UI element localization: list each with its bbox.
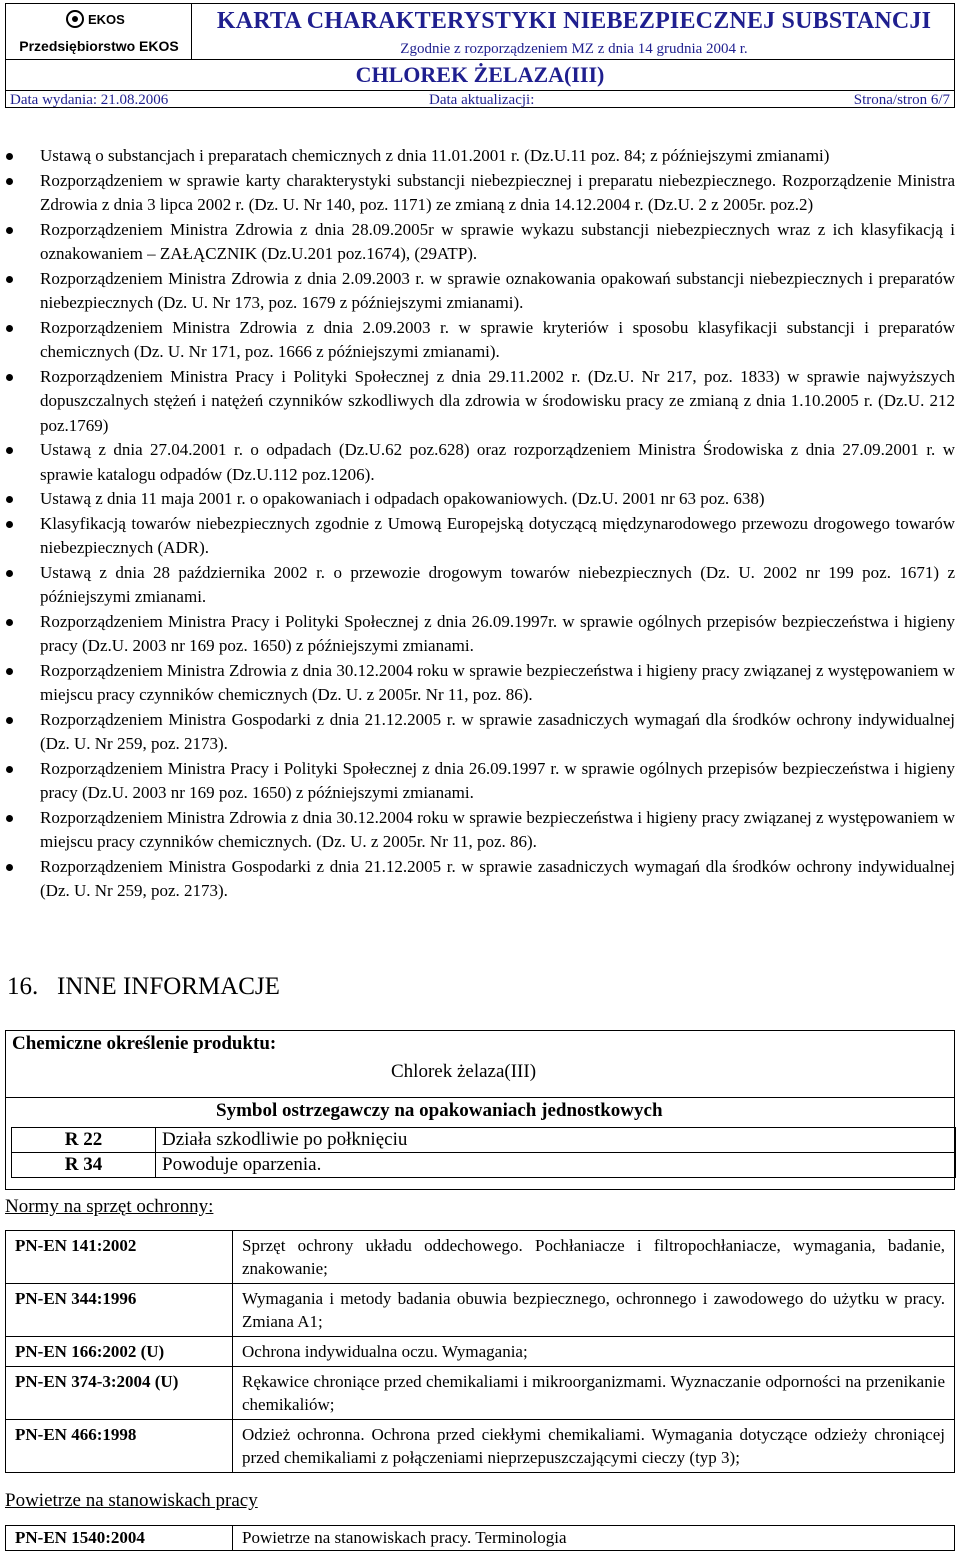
r-phrases-table <box>11 1127 956 1178</box>
bullet-icon <box>6 496 13 503</box>
list-item: Rozporządzeniem Ministra Pracy i Polityki Społecznej z dnia 29.11.2002 r. (Dz.U. Nr 217, poz. 1833) w sprawie najwyższych dopuszczalnych stężeń i natężeń czynników szkodliwych dla zdrowia w środowisku pracy ze zmianą z dnia 1.10.2005 r. (Dz.U. 212 poz.1769) <box>40 365 955 439</box>
section-title: 16. INNE INFORMACJE <box>7 973 280 1000</box>
product-info-box <box>5 1030 955 1190</box>
list-item: Rozporządzeniem Ministra Zdrowia z dnia 2.09.2003 r. w sprawie kryteriów i sposobu klasyfikacji substancji i preparatów chemicznych (Dz. U. Nr 171, poz. 1666 z późniejszymi zmianami). <box>40 316 955 365</box>
header-company-cell <box>6 4 192 59</box>
table-row <box>6 1367 955 1420</box>
bullet-icon <box>6 153 13 160</box>
company-name: Przedsiębiorstwo EKOS <box>19 38 179 54</box>
norm-code: PN-EN 1540:2004 <box>6 1526 233 1551</box>
list-item: Ustawą z dnia 28 października 2002 r. o przewozie drogowym towarów niebezpiecznych (Dz. U. 2002 nr 199 poz. 1671) z późniejszymi zmianami. <box>40 561 955 610</box>
norm-code: PN-EN 344:1996 <box>6 1284 233 1337</box>
header-divider <box>6 90 954 91</box>
list-item: Rozporządzeniem Ministra Zdrowia z dnia 2.09.2003 r. w sprawie oznakowania opakowań substancji niebezpiecznych i preparatów niebezpiecznych (Dz. U. Nr 173, poz. 1679 z późniejszymi zmianami). <box>40 267 955 316</box>
bullet-icon <box>6 227 13 234</box>
list-item: Rozporządzeniem Ministra Pracy i Polityki Społecznej z dnia 26.09.1997 r. w sprawie ogólnych przepisów bezpieczeństwa i higieny pracy (Dz.U. 2003 nr 169 poz. 1650) z późniejszymi zmianami. <box>40 757 955 806</box>
norm-description: Wymagania i metody badania obuwia bezpiecznego, ochronnego i zawodowego do użytku w pracy. Zmiana A1; <box>233 1284 955 1337</box>
chemical-name-label: Chemiczne określenie produktu: <box>12 1033 277 1054</box>
table-row <box>12 1153 956 1178</box>
bullet-icon <box>6 717 13 724</box>
protective-norms-table <box>5 1230 955 1473</box>
protective-norms-label: Normy na sprzęt ochronny: <box>5 1196 214 1217</box>
list-item: Rozporządzeniem Ministra Gospodarki z dnia 21.12.2005 r. w sprawie zasadniczych wymagań dla środków ochrony indywidualnej (Dz. U. Nr 259, poz. 2173). <box>40 855 955 904</box>
list-item: Rozporządzeniem Ministra Pracy i Polityki Społecznej z dnia 26.09.1997r. w sprawie ogólnych przepisów bezpieczeństwa i higieny pracy (Dz.U. 2003 nr 169 poz. 1650) z późniejszymi zmianami. <box>40 610 955 659</box>
bullet-icon <box>6 864 13 871</box>
norm-description: Ochrona indywidualna oczu. Wymagania; <box>233 1337 955 1367</box>
page-number: Strona/stron 6/7 <box>853 92 950 108</box>
bullet-icon <box>6 668 13 675</box>
table-row <box>6 1420 955 1473</box>
regulations-list <box>40 144 955 904</box>
workplace-air-label: Powietrze na stanowiskach pracy <box>5 1490 258 1511</box>
norm-description: Sprzęt ochrony układu oddechowego. Pochłaniacze i filtropochłaniacze, wymagania, badanie, znakowanie; <box>233 1231 955 1284</box>
list-item: Ustawą z dnia 11 maja 2001 r. o opakowaniach i odpadach opakowaniowych. (Dz.U. 2001 nr 63 poz. 638) <box>40 487 955 512</box>
table-row <box>6 1284 955 1337</box>
r-phrase-code: R 34 <box>12 1153 156 1178</box>
bullet-icon <box>6 276 13 283</box>
r-phrase-code: R 22 <box>12 1128 156 1153</box>
norm-description: Powietrze na stanowiskach pracy. Terminologia <box>233 1526 955 1551</box>
header-divider <box>6 59 954 60</box>
ekos-logo <box>66 8 136 30</box>
issue-date: Data wydania: 21.08.2006 <box>10 92 169 108</box>
bullet-icon <box>6 325 13 332</box>
table-row <box>12 1128 956 1153</box>
r-phrase-text: Powoduje oparzenia. <box>156 1153 956 1178</box>
svg-text:EKOS: EKOS <box>88 12 125 27</box>
norm-description: Odzież ochronna. Ochrona przed ciekłymi chemikaliami. Wymagania dotyczące odzieży chroniącej przed chemikaliami z połączeniami nieprzepuszczającymi cieczy (typ 3); <box>233 1420 955 1473</box>
regulation-subtitle: Zgodnie z rozporządzeniem MZ z dnia 14 grudnia 2004 r. <box>400 41 748 57</box>
table-row <box>6 1337 955 1367</box>
substance-name: CHLOREK ŻELAZA(III) <box>355 62 605 87</box>
list-item: Rozporządzeniem Ministra Zdrowia z dnia 30.12.2004 roku w sprawie bezpieczeństwa i higieny pracy związanej z występowaniem w miejscu pracy czynników chemicznych (Dz. U. z 2005r. Nr 11, poz. 86). <box>40 659 955 708</box>
bullet-icon <box>6 619 13 626</box>
list-item: Rozporządzeniem Ministra Gospodarki z dnia 21.12.2005 r. w sprawie zasadniczych wymagań dla środków ochrony indywidualnej (Dz. U. Nr 259, poz. 2173). <box>40 708 955 757</box>
norm-code: PN-EN 374-3:2004 (U) <box>6 1367 233 1420</box>
date-row <box>6 92 954 109</box>
norm-code: PN-EN 166:2002 (U) <box>6 1337 233 1367</box>
list-item: Rozporządzeniem Ministra Zdrowia z dnia 30.12.2004 roku w sprawie bezpieczeństwa i higieny pracy związanej z występowaniem w miejscu pracy czynników chemicznych. (Dz. U. z 2005r. Nr 11, poz. 86). <box>40 806 955 855</box>
list-item: Rozporządzeniem w sprawie karty charakterystyki substancji niebezpiecznej i preparatu niebezpiecznego. Rozporządzenie Ministra Zdrowia z dnia 3 lipca 2002 r. (Dz. U. Nr 140, poz. 1171) ze zmianą z dnia 14.12.2004 r. (Dz.U. 2 z 2005r. poz.2) <box>40 169 955 218</box>
norm-code: PN-EN 141:2002 <box>6 1231 233 1284</box>
list-item: Ustawą o substancjach i preparatach chemicznych z dnia 11.01.2001 r. (Dz.U.11 poz. 84; z późniejszymi zmianami) <box>40 144 955 169</box>
workplace-air-table <box>5 1525 955 1551</box>
list-item: Ustawą z dnia 27.04.2001 r. o odpadach (Dz.U.62 poz.628) oraz rozporządzeniem Ministra Środowiska z dnia 27.09.2001 r. w sprawie katalogu odpadów (Dz.U.112 poz.1206). <box>40 438 955 487</box>
table-row <box>6 1231 955 1284</box>
bullet-icon <box>6 447 13 454</box>
list-item: Rozporządzeniem Ministra Zdrowia z dnia 28.09.2005r w sprawie wykazu substancji niebezpiecznych wraz z ich klasyfikacją i oznakowaniem – ZAŁĄCZNIK (Dz.U.201 poz.1674), (29ATP). <box>40 218 955 267</box>
bullet-icon <box>6 178 13 185</box>
bullet-icon <box>6 815 13 822</box>
update-date: Data aktualizacji: <box>429 92 535 108</box>
bullet-icon <box>6 766 13 773</box>
box-divider <box>6 1097 954 1098</box>
bullet-icon <box>6 374 13 381</box>
warning-symbol-title: Symbol ostrzegawczy na opakowaniach jednostkowych <box>216 1100 663 1121</box>
table-row <box>6 1526 955 1551</box>
document-header <box>5 3 955 108</box>
r-phrase-text: Działa szkodliwie po połknięciu <box>156 1128 956 1153</box>
norm-code: PN-EN 466:1998 <box>6 1420 233 1473</box>
bullet-icon <box>6 521 13 528</box>
norm-description: Rękawice chroniące przed chemikaliami i mikroorganizmami. Wyznaczanie odporności na przenikanie chemikaliów; <box>233 1367 955 1420</box>
bullet-icon <box>6 570 13 577</box>
list-item: Klasyfikacją towarów niebezpiecznych zgodnie z Umową Europejską dotyczącą międzynarodowego przewozu drogowego towarów niebezpiecznych (ADR). <box>40 512 955 561</box>
chemical-name-value: Chlorek żelaza(III) <box>391 1061 537 1082</box>
document-title: KARTA CHARAKTERYSTYKI NIEBEZPIECZNEJ SUBSTANCJI <box>216 8 932 34</box>
